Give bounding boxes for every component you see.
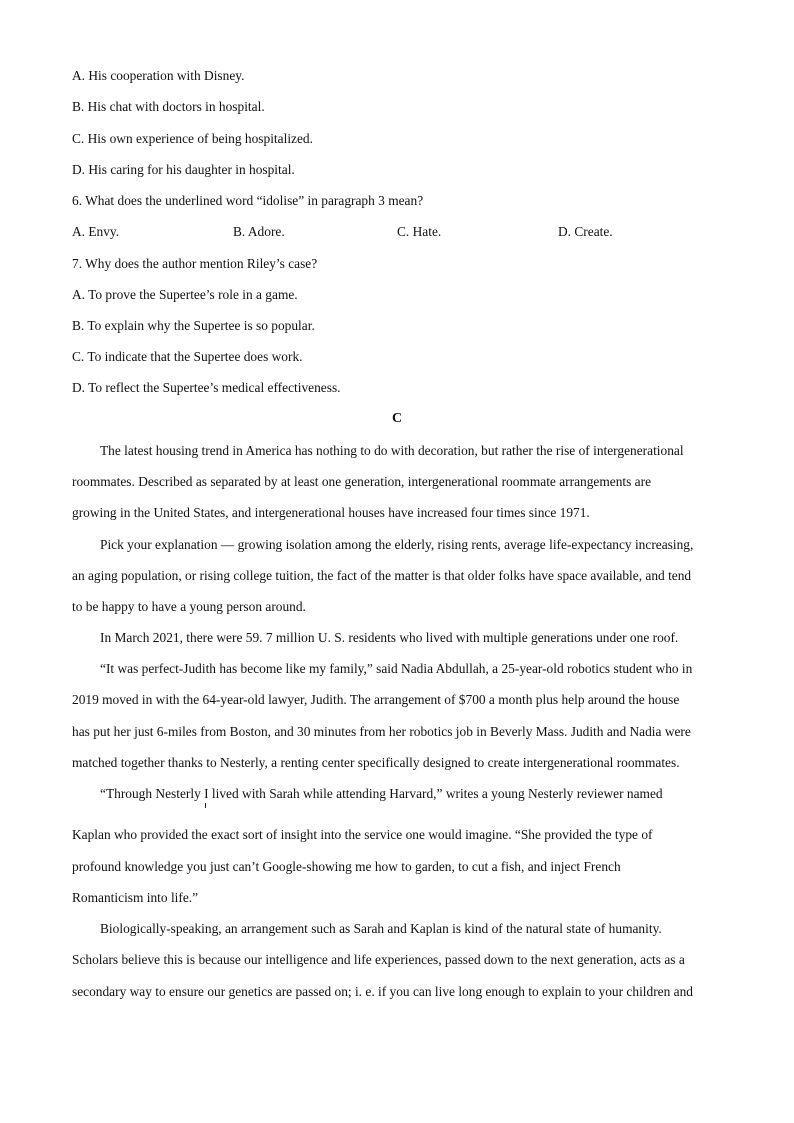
passage-line: In March 2021, there were 59. 7 million U. S. residents who lived with multiple generations under one roof. [100,630,679,645]
passage-line: profound knowledge you just can’t Google-showing me how to garden, to cut a fish, and inject French [72,859,621,874]
q7-option-b: B. To explain why the Supertee is so popular. [72,318,315,333]
stray-mark [205,803,206,808]
passage-line: roommates. Described as separated by at least one generation, intergenerational roommate arrangements are [72,474,652,489]
q6-option-a: A. Envy. [72,224,120,239]
q5-option-a: A. His cooperation with Disney. [72,68,245,83]
passage-line: Pick your explanation — growing isolation among the elderly, rising rents, average life-expectancy increasing, [100,537,694,552]
q7-option-a: A. To prove the Supertee’s role in a game. [72,287,298,302]
section-heading: C [391,411,403,426]
q7-stem: 7. Why does the author mention Riley’s case? [72,256,318,271]
passage-line: matched together thanks to Nesterly, a renting center specifically designed to create intergenerational roommates. [72,755,680,770]
q6-option-c: C. Hate. [397,224,442,239]
q7-option-c: C. To indicate that the Supertee does work. [72,349,303,364]
passage-line: growing in the United States, and intergenerational houses have increased four times since 1971. [72,505,590,520]
passage-line: has put her just 6-miles from Boston, and 30 minutes from her robotics job in Beverly Mass. Judith and Nadia were [72,724,691,739]
passage-line: The latest housing trend in America has nothing to do with decoration, but rather the rise of intergenerational [100,443,684,458]
passage-line: 2019 moved in with the 64-year-old lawyer, Judith. The arrangement of $700 a month plus help around the house [72,692,680,707]
passage-line: “Through Nesterly I lived with Sarah while attending Harvard,” writes a young Nesterly reviewer named [100,786,663,801]
passage-line: Scholars believe this is because our intelligence and life experiences, passed down to the next generation, acts as a [72,952,685,967]
passage-line: an aging population, or rising college tuition, the fact of the matter is that older folks have space available, and tend [72,568,692,583]
q7-option-d: D. To reflect the Supertee’s medical effectiveness. [72,380,341,395]
passage-line: “It was perfect-Judith has become like my family,” said Nadia Abdullah, a 25-year-old robotics student who in [100,661,693,676]
passage-line: Kaplan who provided the exact sort of insight into the service one would imagine. “She provided the type of [72,827,653,842]
q5-option-d: D. His caring for his daughter in hospital. [72,162,295,177]
q6-option-b: B. Adore. [233,224,285,239]
passage-line: Romanticism into life.” [72,890,199,905]
passage-line: secondary way to ensure our genetics are passed on; i. e. if you can live long enough to explain to your children and [72,984,693,999]
q6-stem: 6. What does the underlined word “idolise” in paragraph 3 mean? [72,193,424,208]
q5-option-c: C. His own experience of being hospitalized. [72,131,313,146]
q6-option-d: D. Create. [558,224,613,239]
passage-line: to be happy to have a young person around. [72,599,306,614]
passage-line: Biologically-speaking, an arrangement such as Sarah and Kaplan is kind of the natural state of humanity. [100,921,662,936]
q5-option-b: B. His chat with doctors in hospital. [72,99,265,114]
